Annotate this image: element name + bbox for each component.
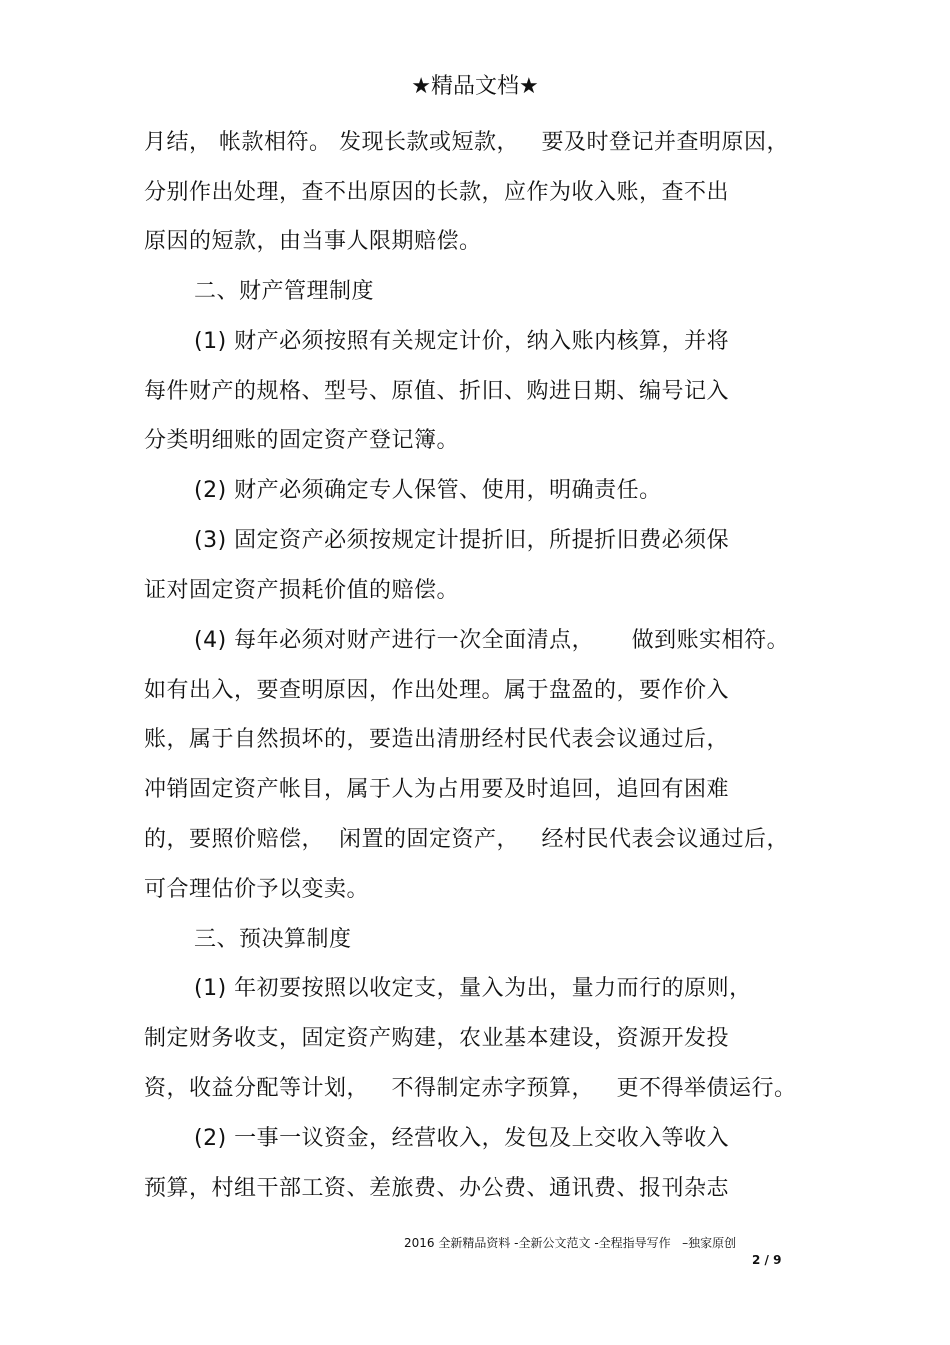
- section-heading: 三、预决算制度: [194, 927, 352, 952]
- page-number: 2 / 9: [752, 1253, 782, 1267]
- text-line: (1) 财产必须按照有关规定计价，纳入账内核算，并将: [194, 329, 730, 354]
- text-line: 分类明细账的固定资产登记簿。: [144, 428, 460, 453]
- text-line: 资，收益分配等计划， 不得制定赤字预算， 更不得举债运行。: [144, 1076, 797, 1101]
- text-line: 每件财产的规格、型号、原值、折旧、购进日期、编号记入: [144, 379, 730, 404]
- document-header: ★精品文档★: [411, 74, 539, 99]
- text-line: 证对固定资产损耗价值的赔偿。: [144, 578, 460, 603]
- text-line: 账，属于自然损坏的，要造出清册经村民代表会议通过后，: [144, 727, 730, 752]
- section-heading: 二、财产管理制度: [194, 279, 375, 304]
- text-line: 可合理估价予以变卖。: [144, 877, 370, 902]
- text-line: 如有出入，要查明原因，作出处理。属于盘盈的，要作价入: [144, 678, 730, 703]
- text-line: (2) 一事一议资金，经营收入，发包及上交收入等收入: [194, 1126, 730, 1151]
- text-line: 的，要照价赔偿， 闲置的固定资产， 经村民代表会议通过后，: [144, 827, 789, 852]
- text-line: 原因的短款，由当事人限期赔偿。: [144, 229, 482, 254]
- text-line: 冲销固定资产帐目，属于人为占用要及时追回，追回有困难: [144, 777, 730, 802]
- footer-note: 2016 全新精品资料 -全新公文范文 -全程指导写作 –独家原创: [404, 1236, 737, 1250]
- text-line: (1) 年初要按照以收定支，量入为出，量力而行的原则，: [194, 976, 752, 1001]
- text-line: (2) 财产必须确定专人保管、使用，明确责任。: [194, 478, 662, 503]
- text-line: (4) 每年必须对财产进行一次全面清点， 做到账实相符。: [194, 628, 790, 653]
- text-line: 月结， 帐款相符。 发现长款或短款， 要及时登记并查明原因，: [144, 130, 789, 155]
- text-line: 分别作出处理，查不出原因的长款，应作为收入账，查不出: [144, 180, 730, 205]
- text-line: 制定财务收支，固定资产购建，农业基本建设，资源开发投: [144, 1026, 730, 1051]
- text-line: 预算，村组干部工资、差旅费、办公费、通讯费、报刊杂志: [144, 1176, 730, 1201]
- text-line: (3) 固定资产必须按规定计提折旧，所提折旧费必须保: [194, 528, 730, 553]
